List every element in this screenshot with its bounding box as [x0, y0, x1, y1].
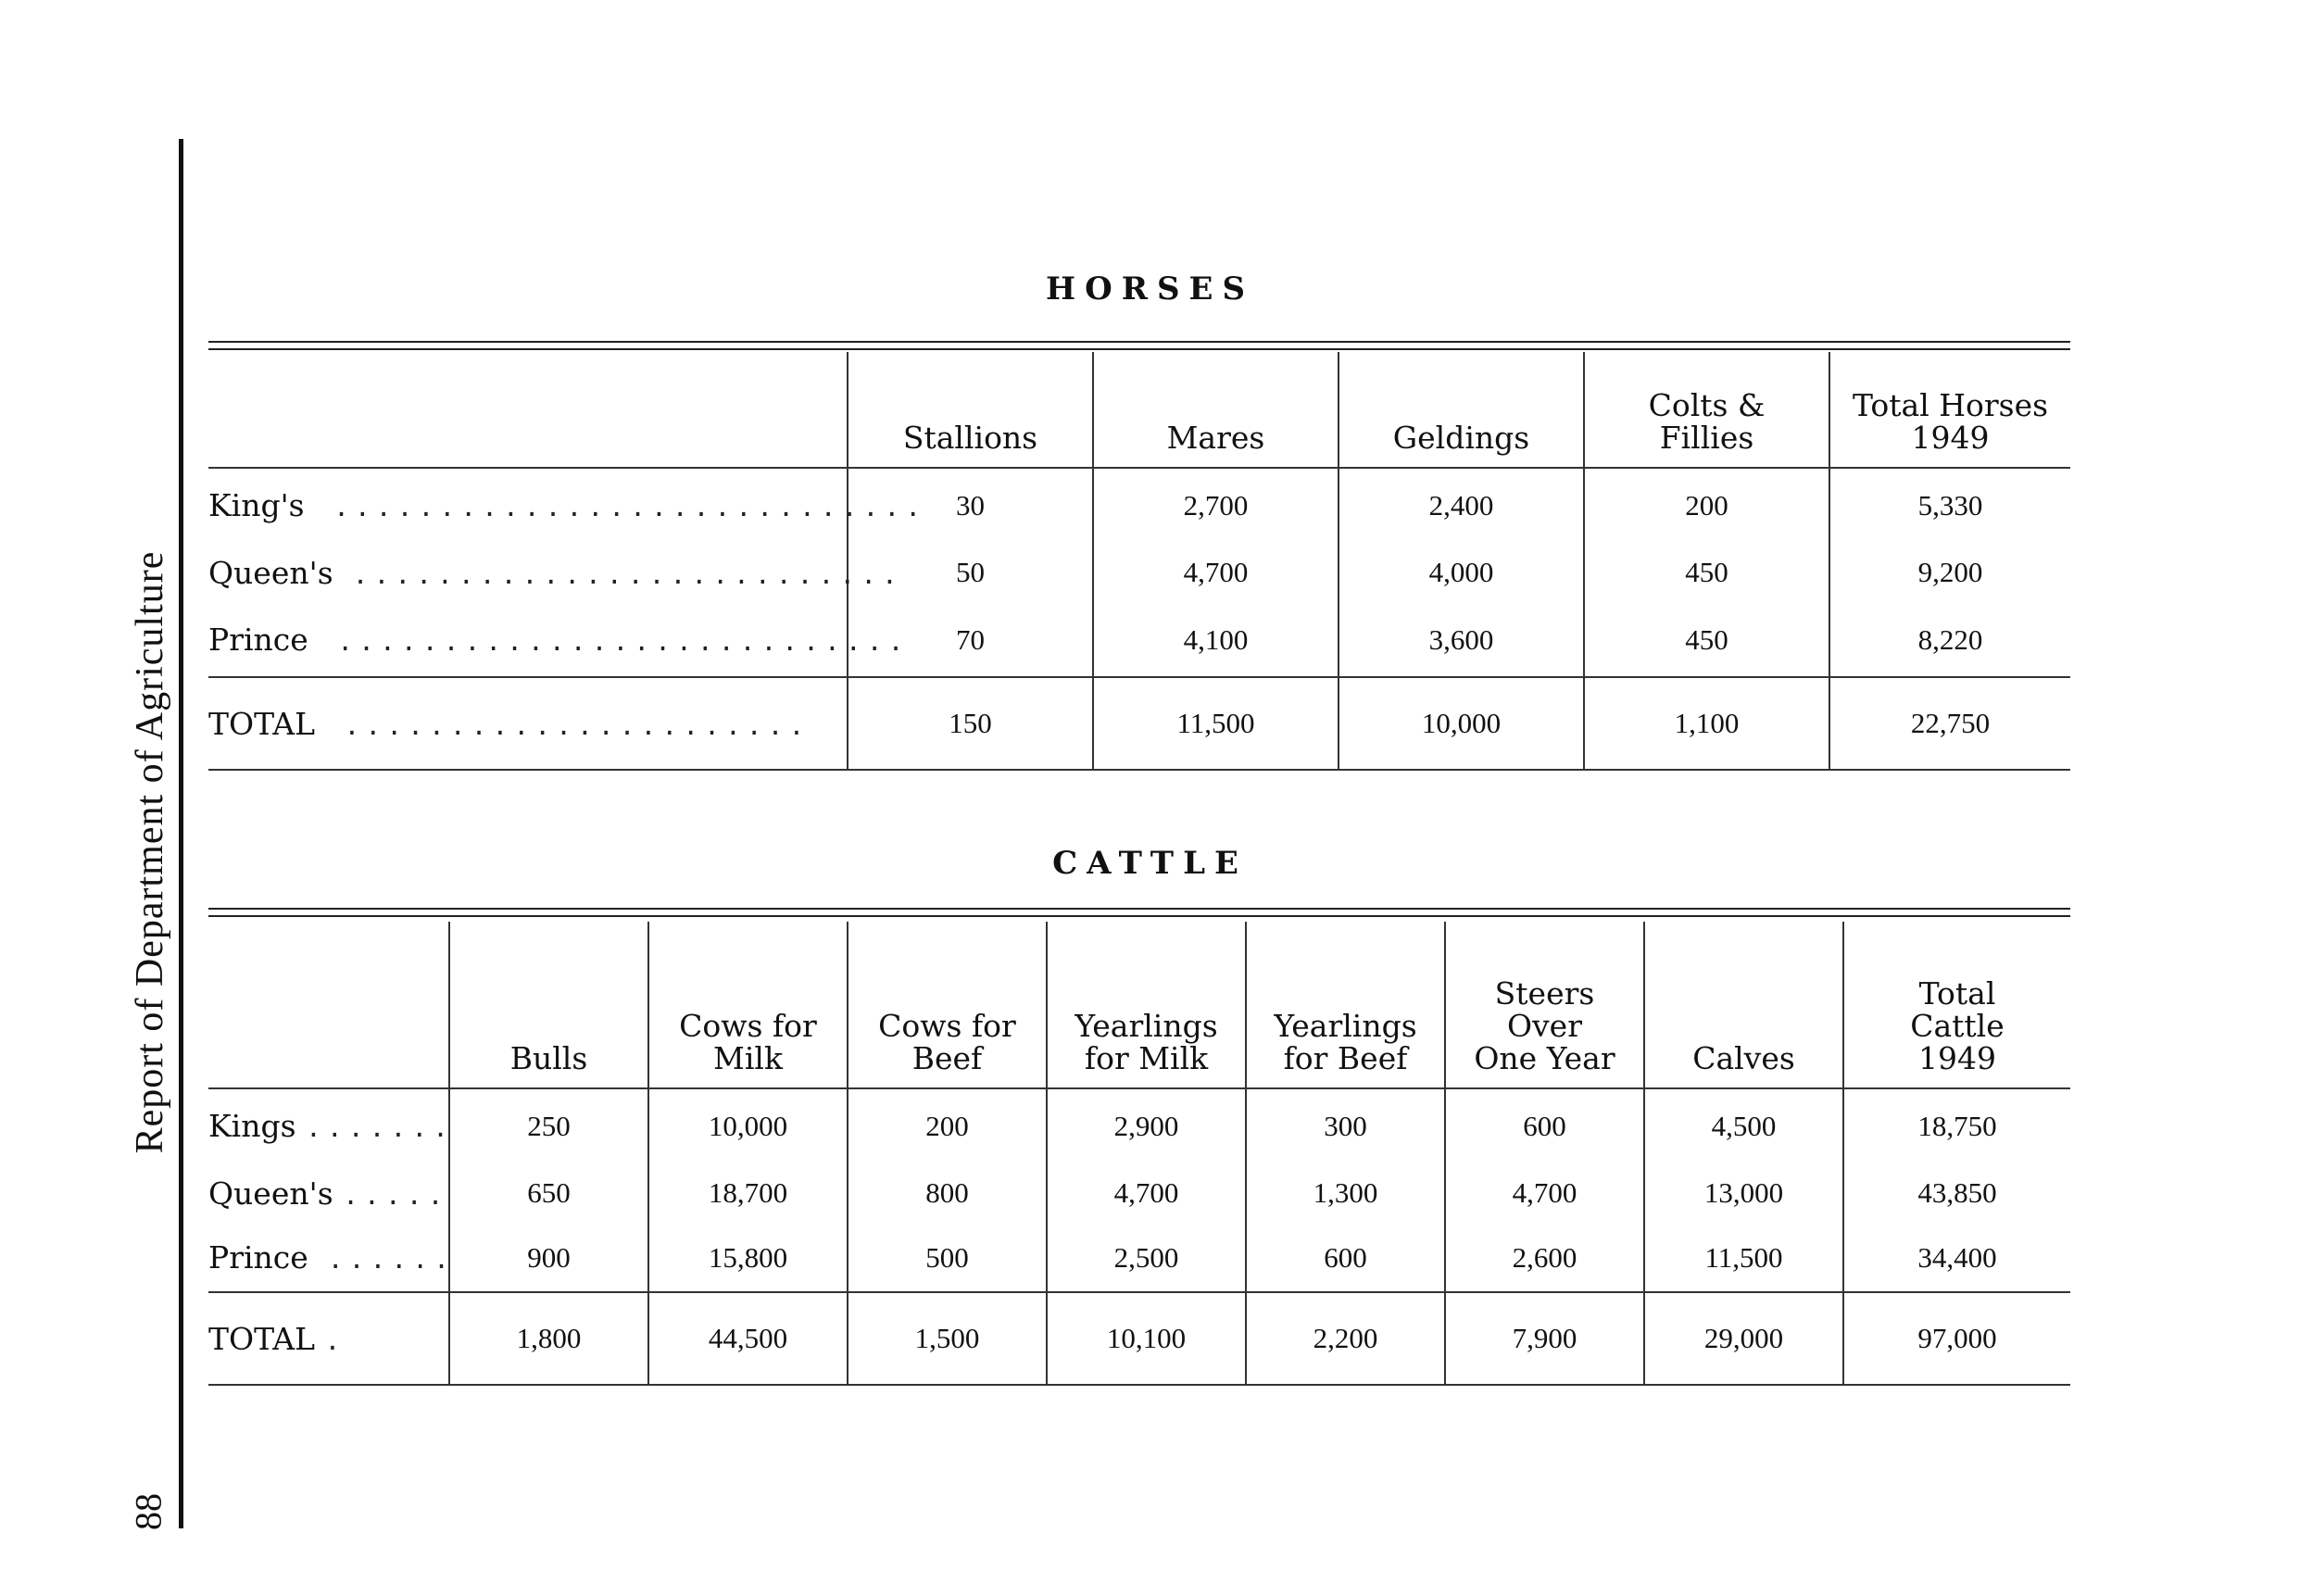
table-row: [208, 1088, 2070, 1162]
cell: 18,750: [1843, 1088, 2070, 1162]
cell: 1,300: [1246, 1162, 1445, 1224]
cattle-col-cows-beef: Cows for Beef: [848, 922, 1047, 1088]
cell: 43,850: [1843, 1162, 2070, 1224]
horses-col-stallions: Stallions: [848, 352, 1093, 468]
leader-dots: ..........................: [352, 559, 903, 590]
page-number: 88: [127, 1493, 170, 1530]
cell: 200: [1584, 468, 1829, 542]
cattle-total-label: [208, 1292, 449, 1385]
cattle-header-row: [208, 922, 2070, 1088]
cattle-col-cows-milk: Cows for Milk: [648, 922, 848, 1088]
row-label-text: Queen's: [208, 1175, 333, 1212]
cell: 200: [848, 1088, 1047, 1162]
horses-header-blank: [208, 352, 848, 468]
cell: 250: [449, 1088, 648, 1162]
total-cell: 11,500: [1093, 677, 1339, 770]
cell: 70: [848, 603, 1093, 677]
total-cell: 10,000: [1339, 677, 1584, 770]
cattle-col-calves: Calves: [1644, 922, 1843, 1088]
cattle-col-total: Total Cattle 1949: [1843, 922, 2070, 1088]
total-cell: 1,500: [848, 1292, 1047, 1385]
cell: 30: [848, 468, 1093, 542]
margin-rule: [179, 139, 183, 1528]
cell: 18,700: [648, 1162, 848, 1224]
leader-dots: ...........................: [337, 626, 910, 657]
cell: 11,500: [1644, 1224, 1843, 1292]
cell: 600: [1246, 1224, 1445, 1292]
leader-dots: .....: [343, 1179, 449, 1211]
cell: 3,600: [1339, 603, 1584, 677]
leader-dots: ......: [327, 1244, 455, 1275]
cattle-top-rule: [208, 908, 2070, 917]
cell: 800: [848, 1162, 1047, 1224]
cell: 34,400: [1843, 1224, 2070, 1292]
horses-table: [208, 352, 2070, 771]
total-cell: 44,500: [648, 1292, 848, 1385]
cell: 300: [1246, 1088, 1445, 1162]
horses-col-mares: Mares: [1093, 352, 1339, 468]
total-cell: 2,200: [1246, 1292, 1445, 1385]
cattle-row-label: [208, 1224, 455, 1292]
total-cell: 7,900: [1445, 1292, 1644, 1385]
leader-dots: .: [324, 1325, 346, 1356]
cattle-title: CATTLE: [1052, 845, 1248, 882]
row-label-text: Queen's: [208, 554, 333, 591]
row-label-text: Prince: [208, 622, 308, 658]
cattle-col-steers: Steers Over One Year: [1445, 922, 1644, 1088]
cell: 4,500: [1644, 1088, 1843, 1162]
total-cell: 29,000: [1644, 1292, 1843, 1385]
cell: 5,330: [1829, 468, 2070, 542]
cattle-col-yearlings-beef: Yearlings for Beef: [1246, 922, 1445, 1088]
cell: 2,700: [1093, 468, 1339, 542]
total-cell: 1,800: [449, 1292, 648, 1385]
horses-total-row: [208, 677, 2070, 770]
horses-header-row: [208, 352, 2070, 468]
cell: 4,700: [1093, 542, 1339, 603]
horses-total-label: [208, 677, 848, 770]
cattle-col-bulls: Bulls: [449, 922, 648, 1088]
cell: 2,600: [1445, 1224, 1644, 1292]
cell: 8,220: [1829, 603, 2070, 677]
cattle-row-label: [208, 1088, 455, 1162]
table-row: [208, 542, 2070, 603]
cell: 900: [449, 1224, 648, 1292]
total-cell: 22,750: [1829, 677, 2070, 770]
cell: 15,800: [648, 1224, 848, 1292]
cell: 2,500: [1047, 1224, 1246, 1292]
cell: 2,400: [1339, 468, 1584, 542]
cell: 2,900: [1047, 1088, 1246, 1162]
table-row: [208, 468, 2070, 542]
horses-title: HORSES: [1045, 270, 1255, 308]
total-label-text: TOTAL: [208, 1320, 316, 1357]
cell: 4,100: [1093, 603, 1339, 677]
cell: 13,000: [1644, 1162, 1843, 1224]
cell: 10,000: [648, 1088, 848, 1162]
cattle-total-row: [208, 1292, 2070, 1385]
row-label-text: King's: [208, 487, 305, 523]
cattle-col-yearlings-milk: Yearlings for Milk: [1047, 922, 1246, 1088]
cell: 500: [848, 1224, 1047, 1292]
cell: 4,000: [1339, 542, 1584, 603]
total-label-text: TOTAL: [208, 705, 316, 742]
horses-col-total: Total Horses 1949: [1829, 352, 2070, 468]
row-label-text: Kings: [208, 1108, 296, 1144]
total-cell: 97,000: [1843, 1292, 2070, 1385]
horses-col-geldings: Geldings: [1339, 352, 1584, 468]
cell: 50: [848, 542, 1093, 603]
horses-row-label: [208, 603, 910, 677]
horses-top-rule: [208, 341, 2070, 350]
total-cell: 1,100: [1584, 677, 1829, 770]
table-row: [208, 603, 2070, 677]
cell: 450: [1584, 542, 1829, 603]
horses-row-label: [208, 542, 903, 603]
cattle-header-blank: [208, 922, 449, 1088]
cell: 9,200: [1829, 542, 2070, 603]
cattle-row-label: [208, 1162, 449, 1224]
horses-row-label: [208, 468, 927, 542]
total-cell: 10,100: [1047, 1292, 1246, 1385]
report-running-head: Report of Department of Agriculture: [129, 550, 171, 1154]
table-row: [208, 1162, 2070, 1224]
horses-col-colts-fillies: Colts & Fillies: [1584, 352, 1829, 468]
cell: 600: [1445, 1088, 1644, 1162]
cell: 4,700: [1047, 1162, 1246, 1224]
leader-dots: ......................: [344, 710, 811, 741]
table-row: [208, 1224, 2070, 1292]
leader-dots: .......: [306, 1112, 455, 1143]
cell: 450: [1584, 603, 1829, 677]
total-cell: 150: [848, 677, 1093, 770]
cell: 4,700: [1445, 1162, 1644, 1224]
cell: 650: [449, 1162, 648, 1224]
leader-dots: ............................: [333, 492, 927, 522]
row-label-text: Prince: [208, 1239, 308, 1276]
cattle-table: [208, 922, 2070, 1386]
